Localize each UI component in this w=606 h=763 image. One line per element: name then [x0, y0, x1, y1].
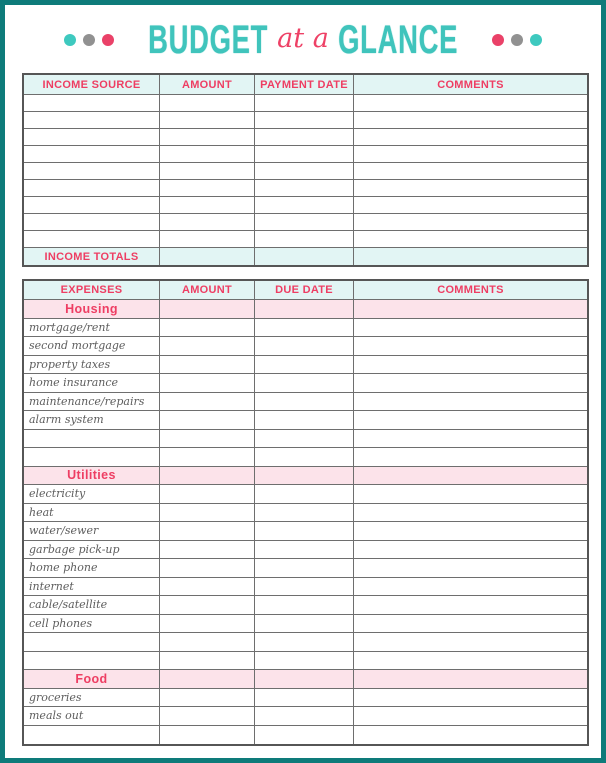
income-blank-cell: [255, 197, 354, 213]
expense-section-row: [24, 670, 587, 689]
expense-blank-cell: [354, 411, 587, 429]
expense-blank-cell: [354, 393, 587, 411]
income-blank-cell: [255, 163, 354, 179]
expenses-table: [22, 279, 589, 746]
income-totals-date-cell: [255, 248, 354, 265]
income-blank-cell: [160, 180, 255, 196]
expense-blank-cell: [354, 652, 587, 670]
income-table-body: [24, 95, 587, 248]
expense-item-label: second mortgage: [24, 337, 160, 355]
income-blank-row: [24, 112, 587, 129]
dot-icon: [64, 34, 76, 46]
expense-item-row: [24, 707, 587, 726]
expense-item-label: home phone: [24, 559, 160, 577]
title-word-at-a: at a: [277, 22, 329, 54]
expenses-header-amount: AMOUNT: [160, 281, 255, 299]
expense-blank-row: [24, 430, 587, 449]
expense-blank-cell: [255, 319, 354, 337]
expense-blank-cell: [255, 541, 354, 559]
expenses-table-body: [24, 300, 587, 744]
income-blank-cell: [354, 180, 587, 196]
income-blank-cell: [354, 112, 587, 128]
income-blank-cell: [354, 95, 587, 111]
income-blank-row: [24, 180, 587, 197]
income-blank-cell: [24, 214, 160, 230]
expense-item-label: groceries: [24, 689, 160, 707]
income-blank-cell: [24, 180, 160, 196]
expense-item-row: [24, 522, 587, 541]
expense-item-row: [24, 411, 587, 430]
expense-blank-cell: [255, 430, 354, 448]
expense-blank-cell: [255, 374, 354, 392]
expense-blank-row: [24, 652, 587, 671]
expense-item-label: garbage pick-up: [24, 541, 160, 559]
expense-blank-cell: [354, 707, 587, 725]
income-header-comments: COMMENTS: [354, 75, 587, 94]
expense-item-label: heat: [24, 504, 160, 522]
income-blank-cell: [160, 163, 255, 179]
dot-icon: [511, 34, 523, 46]
expense-blank-cell: [354, 485, 587, 503]
expense-blank-row: [24, 633, 587, 652]
expense-item-row: [24, 559, 587, 578]
income-totals-label: INCOME TOTALS: [24, 248, 160, 265]
expense-blank-cell: [255, 689, 354, 707]
expense-blank-cell: [160, 670, 255, 688]
expense-section-row: [24, 300, 587, 319]
income-blank-cell: [24, 197, 160, 213]
expense-blank-cell: [255, 707, 354, 725]
expense-blank-cell: [160, 522, 255, 540]
expense-blank-cell: [255, 448, 354, 466]
expense-blank-cell: [354, 633, 587, 651]
decorative-dots-left: [64, 34, 114, 46]
expense-blank-cell: [160, 319, 255, 337]
expense-blank-cell: [255, 633, 354, 651]
income-blank-cell: [160, 231, 255, 247]
expense-section-row: [24, 467, 587, 486]
expense-blank-cell: [160, 615, 255, 633]
decorative-dots-right: [492, 34, 542, 46]
expenses-header-comments: COMMENTS: [354, 281, 587, 299]
expense-blank-cell: [255, 578, 354, 596]
expense-blank-cell: [160, 578, 255, 596]
income-blank-cell: [255, 214, 354, 230]
dot-icon: [492, 34, 504, 46]
income-blank-row: [24, 129, 587, 146]
expense-blank-cell: [160, 300, 255, 318]
expense-item-row: [24, 337, 587, 356]
expense-blank-cell: [354, 689, 587, 707]
expense-blank-cell: [24, 430, 160, 448]
income-blank-cell: [160, 146, 255, 162]
expense-blank-cell: [160, 652, 255, 670]
expense-blank-cell: [160, 633, 255, 651]
expense-blank-cell: [354, 559, 587, 577]
expense-blank-cell: [255, 356, 354, 374]
expense-blank-cell: [255, 652, 354, 670]
expense-blank-cell: [160, 485, 255, 503]
expense-item-row: [24, 374, 587, 393]
expense-blank-cell: [160, 356, 255, 374]
expense-item-row: [24, 615, 587, 634]
dot-icon: [83, 34, 95, 46]
expense-blank-cell: [255, 726, 354, 745]
income-blank-cell: [24, 231, 160, 247]
title-word-glance: GLANCE: [337, 17, 458, 62]
expense-blank-cell: [255, 467, 354, 485]
expense-blank-cell: [160, 726, 255, 745]
expense-blank-cell: [160, 374, 255, 392]
expense-blank-cell: [255, 615, 354, 633]
income-blank-cell: [255, 146, 354, 162]
expense-item-row: [24, 541, 587, 560]
expense-blank-cell: [354, 356, 587, 374]
expense-blank-cell: [354, 615, 587, 633]
expense-blank-cell: [24, 633, 160, 651]
income-blank-cell: [24, 112, 160, 128]
expense-blank-cell: [160, 430, 255, 448]
expense-blank-cell: [354, 467, 587, 485]
expense-blank-cell: [160, 448, 255, 466]
income-blank-row: [24, 146, 587, 163]
expense-blank-cell: [255, 596, 354, 614]
expense-section-label: Housing: [24, 300, 160, 318]
income-blank-row: [24, 163, 587, 180]
income-blank-cell: [160, 95, 255, 111]
expense-blank-cell: [255, 670, 354, 688]
expense-item-label: property taxes: [24, 356, 160, 374]
expense-blank-cell: [160, 467, 255, 485]
expense-item-label: home insurance: [24, 374, 160, 392]
expense-blank-cell: [354, 670, 587, 688]
expense-item-row: [24, 689, 587, 708]
income-header-row: [24, 75, 587, 95]
income-blank-cell: [255, 129, 354, 145]
expense-blank-row: [24, 448, 587, 467]
page-title: [5, 15, 601, 65]
expense-item-label: electricity: [24, 485, 160, 503]
income-blank-cell: [160, 214, 255, 230]
expense-blank-cell: [255, 504, 354, 522]
expense-blank-cell: [160, 541, 255, 559]
expense-blank-cell: [255, 559, 354, 577]
expense-blank-cell: [255, 522, 354, 540]
expense-item-row: [24, 504, 587, 523]
expense-blank-cell: [354, 448, 587, 466]
income-blank-row: [24, 95, 587, 112]
expense-blank-cell: [354, 430, 587, 448]
expense-blank-cell: [24, 448, 160, 466]
income-blank-cell: [354, 197, 587, 213]
expense-item-label: meals out: [24, 707, 160, 725]
expense-item-row: [24, 393, 587, 412]
dot-icon: [530, 34, 542, 46]
income-blank-cell: [255, 112, 354, 128]
expense-item-label: water/sewer: [24, 522, 160, 540]
expense-blank-cell: [160, 559, 255, 577]
income-header-source: INCOME SOURCE: [24, 75, 160, 94]
income-totals-comments-cell: [354, 248, 587, 265]
title-text: [127, 19, 479, 61]
expense-item-label: alarm system: [24, 411, 160, 429]
expense-blank-cell: [354, 578, 587, 596]
expense-item-label: mortgage/rent: [24, 319, 160, 337]
expenses-header-expenses: EXPENSES: [24, 281, 160, 299]
expense-blank-cell: [354, 337, 587, 355]
income-totals-row: [24, 248, 587, 265]
expense-item-label: maintenance/repairs: [24, 393, 160, 411]
expense-item-row: [24, 578, 587, 597]
expense-item-label: internet: [24, 578, 160, 596]
expense-blank-cell: [160, 411, 255, 429]
income-blank-cell: [160, 197, 255, 213]
expense-blank-cell: [160, 504, 255, 522]
expense-item-row: [24, 319, 587, 338]
expense-blank-cell: [255, 393, 354, 411]
income-blank-cell: [24, 129, 160, 145]
expense-item-label: cable/satellite: [24, 596, 160, 614]
income-blank-cell: [255, 95, 354, 111]
expense-blank-cell: [255, 411, 354, 429]
expense-blank-cell: [354, 726, 587, 745]
expense-blank-cell: [255, 337, 354, 355]
expense-item-row: [24, 356, 587, 375]
income-blank-cell: [255, 180, 354, 196]
expense-blank-cell: [160, 337, 255, 355]
income-blank-cell: [354, 146, 587, 162]
expense-blank-cell: [354, 374, 587, 392]
expense-blank-cell: [160, 596, 255, 614]
income-blank-cell: [24, 95, 160, 111]
income-blank-row: [24, 231, 587, 248]
income-blank-cell: [354, 163, 587, 179]
expense-blank-cell: [255, 300, 354, 318]
expense-section-label: Utilities: [24, 467, 160, 485]
income-blank-row: [24, 197, 587, 214]
expense-blank-cell: [160, 707, 255, 725]
expense-blank-cell: [354, 596, 587, 614]
expense-blank-cell: [255, 485, 354, 503]
income-blank-cell: [160, 112, 255, 128]
expense-blank-cell: [354, 319, 587, 337]
expense-blank-cell: [160, 689, 255, 707]
expense-blank-cell: [160, 393, 255, 411]
income-blank-cell: [354, 129, 587, 145]
income-blank-cell: [354, 231, 587, 247]
expense-item-row: [24, 596, 587, 615]
income-blank-cell: [160, 129, 255, 145]
expense-blank-cell: [24, 652, 160, 670]
income-blank-cell: [354, 214, 587, 230]
income-totals-amount-cell: [160, 248, 255, 265]
expenses-header-row: [24, 281, 587, 300]
expense-section-label: Food: [24, 670, 160, 688]
expense-blank-cell: [354, 522, 587, 540]
expense-blank-row: [24, 726, 587, 745]
title-word-budget: BUDGET: [148, 17, 269, 62]
income-table: [22, 73, 589, 267]
income-blank-cell: [24, 163, 160, 179]
expense-item-row: [24, 485, 587, 504]
expenses-header-due-date: DUE DATE: [255, 281, 354, 299]
expense-item-label: cell phones: [24, 615, 160, 633]
income-header-amount: AMOUNT: [160, 75, 255, 94]
expense-blank-cell: [354, 504, 587, 522]
income-header-payment-date: PAYMENT DATE: [255, 75, 354, 94]
income-blank-row: [24, 214, 587, 231]
income-blank-cell: [255, 231, 354, 247]
expense-blank-cell: [24, 726, 160, 745]
income-blank-cell: [24, 146, 160, 162]
expense-blank-cell: [354, 541, 587, 559]
dot-icon: [102, 34, 114, 46]
expense-blank-cell: [354, 300, 587, 318]
